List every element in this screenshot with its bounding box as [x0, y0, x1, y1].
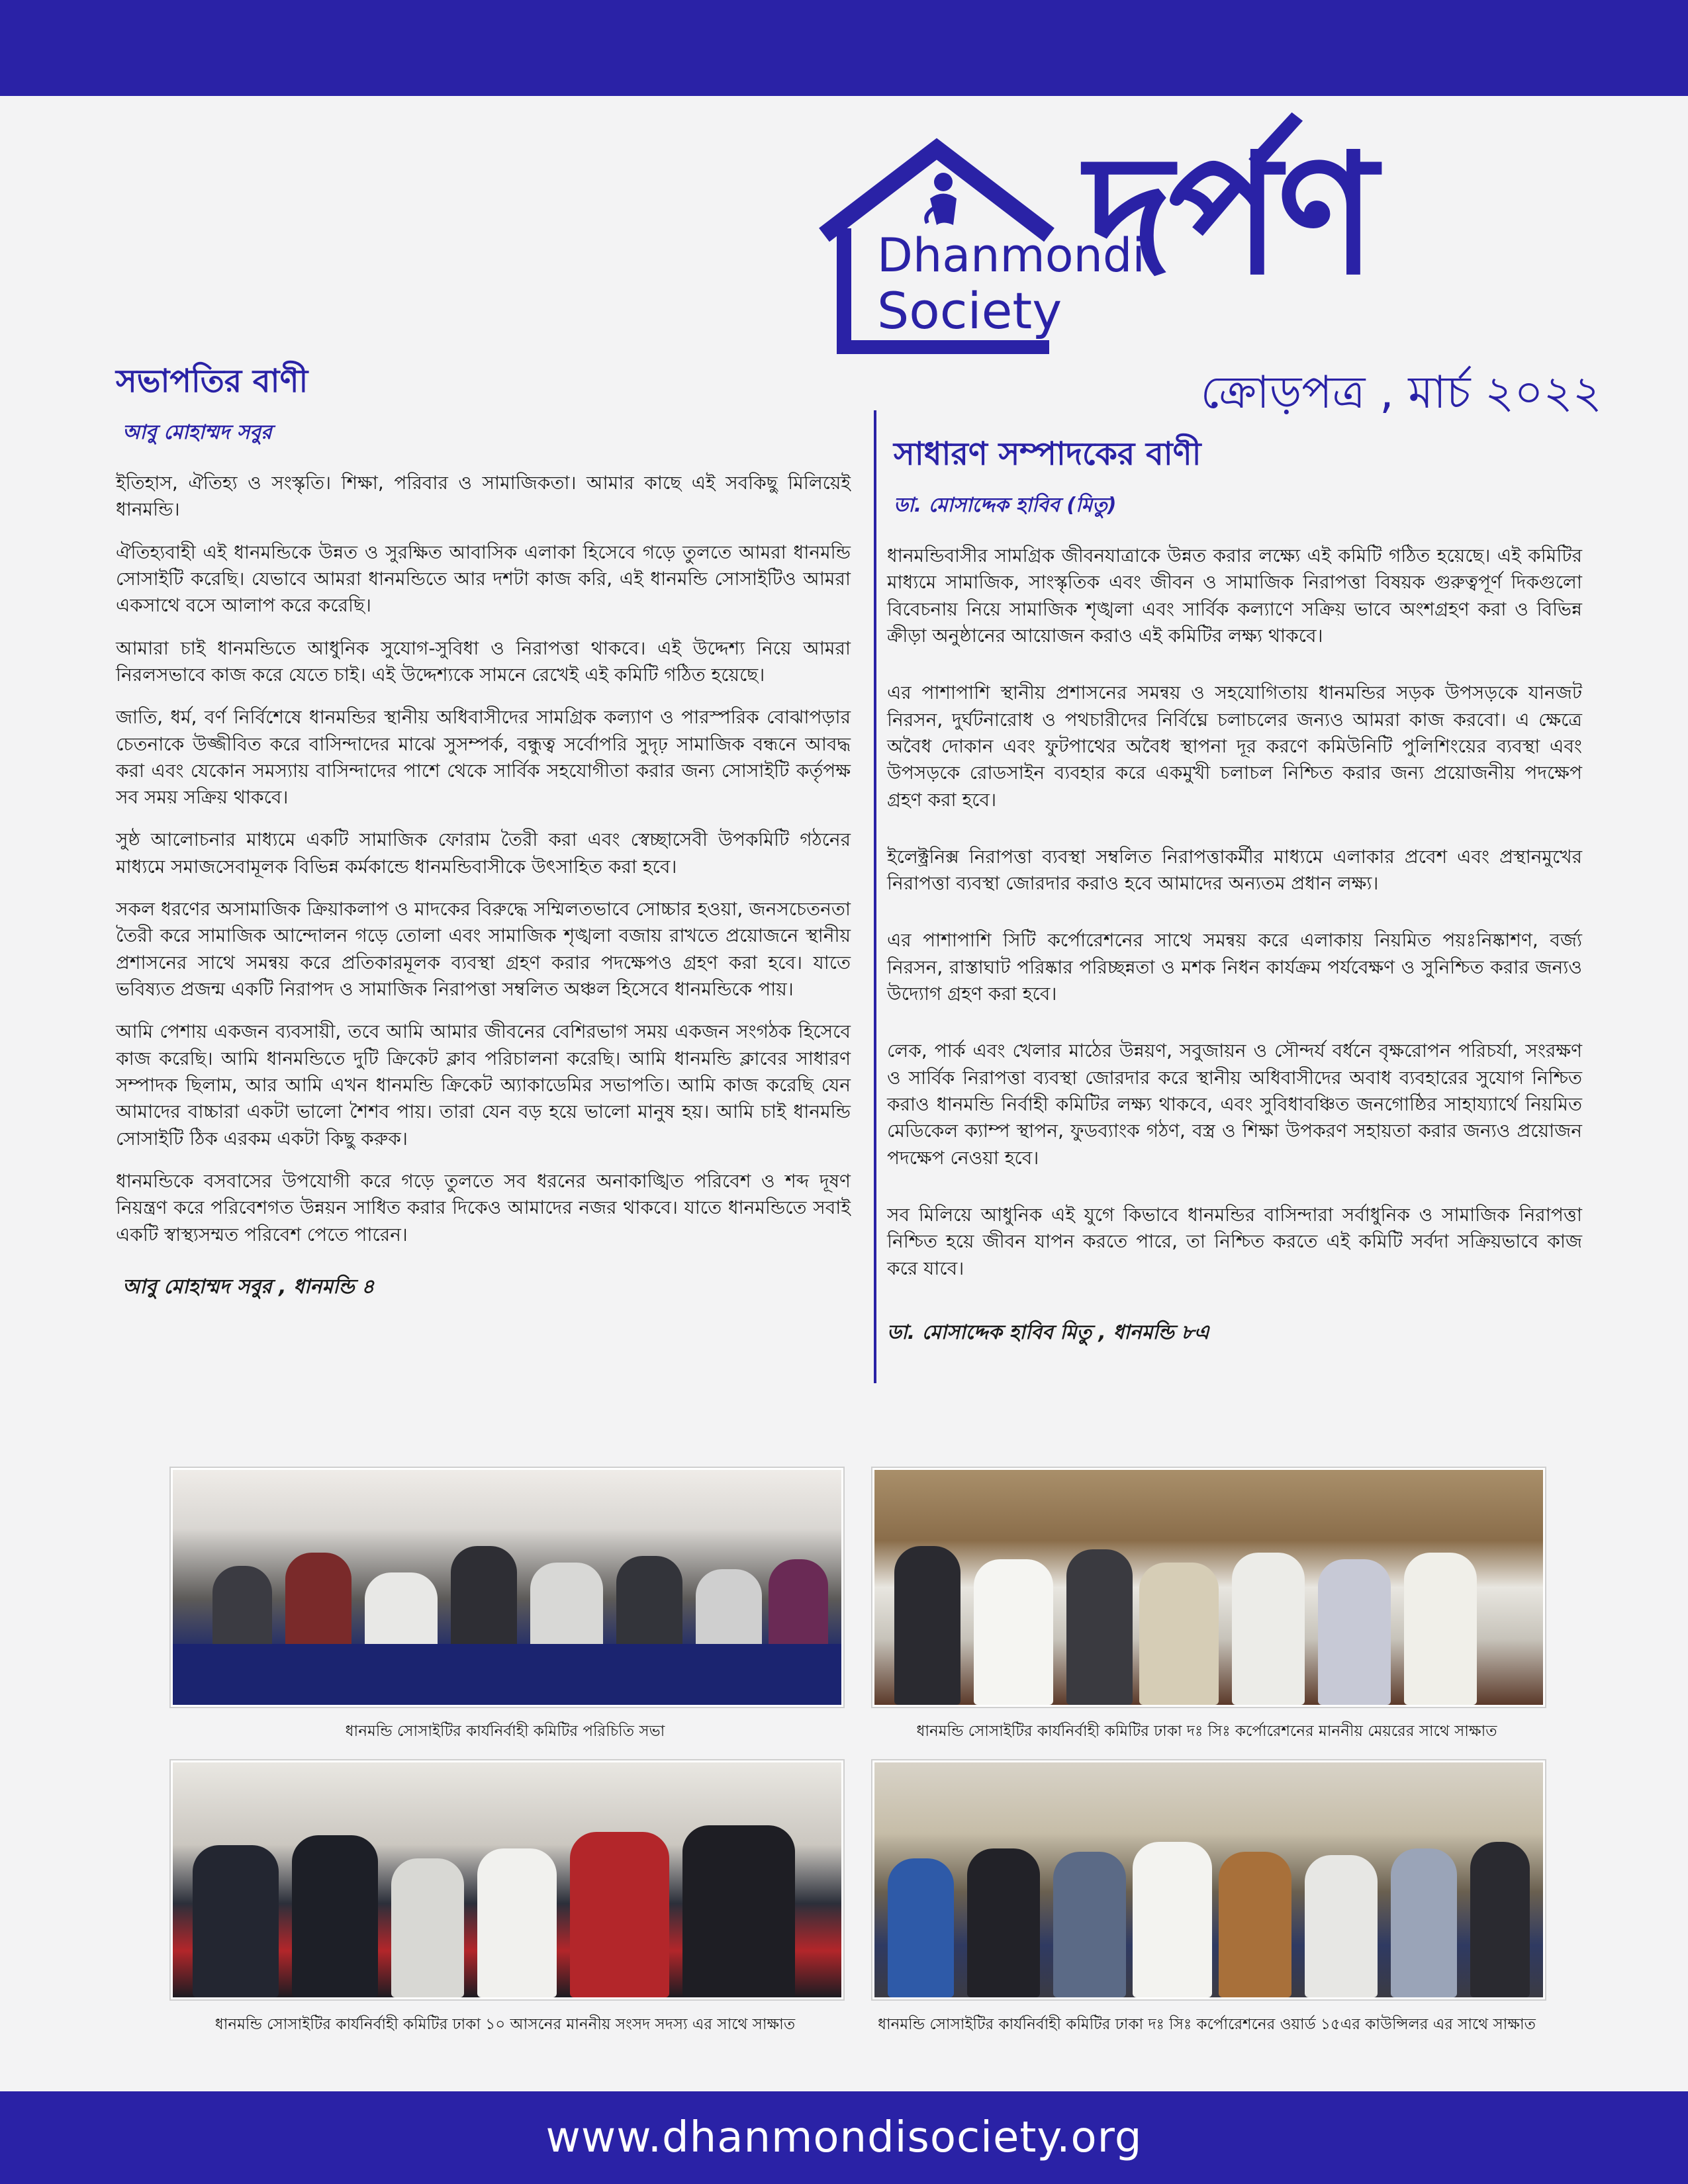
paragraph: ইলেক্ট্রনিক্স নিরাপত্তা ব্যবস্থা সম্বলিত নিরাপত্তাকর্মীর মাধ্যমে এলাকার প্রবেশ এবং প্রস্থানমুখের নিরাপত্তা ব্যবস্থা জোরদার করাও হবে আমাদের অন্যতম প্রধান লক্ষ্য।: [887, 845, 1582, 895]
paragraph: জাতি, ধর্ম, বর্ণ নির্বিশেষে ধানমন্ডির স্থানীয় অধিবাসীদের সামগ্রিক কল্যাণ ও পারস্পরিক বোঝাপড়ার চেতনাকে উজ্জীবিত করে বাসিন্দাদের মাঝে সুসম্পর্ক, বন্ধুত্ব সর্বোপরি সুদৃঢ় সামাজিক বন্ধনে আবদ্ধ করা এবং যেকোন সমস্যায় বাসিন্দাদের পাশে থেকে সার্বিক সহযোগীতা করার জন্য সোসাইটি কর্তৃপক্ষ সব সময় সক্রিয় থাকবে।: [116, 706, 851, 809]
photo-committee-meeting: [171, 1468, 843, 1707]
president-name: আবু মোহাম্মদ সবুর: [122, 421, 272, 444]
paragraph: এর পাশাপাশি স্থানীয় প্রশাসনের সমন্বয় ও সহযোগিতায় ধানমন্ডির সড়ক উপসড়কে যানজট নিরসন, দুর্ঘটনারোধ ও পথচারীদের নির্বিঘ্নে চলাচলের জন্যও আমরা কাজ করবো। এ ক্ষেত্রে অবৈধ দোকান এবং ফুটপাথের অবৈধ স্থাপনা দূর করণে কমিউনিটি পুলিশিংয়ের ব্যবস্থা এবং উপসড়কে রোডসাইন ব্যবহার করে একমুখী চলাচল নিশ্চিত করার জন্য প্রয়োজনীয় পদক্ষেপ গ্রহণ করা হবে।: [887, 682, 1582, 811]
paragraph: সব মিলিয়ে আধুনিক এই যুগে কিভাবে ধানমন্ডির বাসিন্দারা সর্বাধুনিক ও সামাজিক নিরাপত্তা নিশ্চিত হয়ে জীবন যাপন করতে পারে, তা নিশ্চিত করতে এই কমিটি সর্বদা সক্রিয়ভাবে কাজ করে যাবে।: [887, 1203, 1582, 1279]
paragraph: ইতিহাস, ঐতিহ্য ও সংস্কৃতি। শিক্ষা, পরিবার ও সামাজিকতা। আমার কাছে এই সবকিছু মিলিয়েই ধানমন্ডি।: [116, 472, 851, 521]
paragraph: ধানমন্ডিকে বসবাসের উপযোগী করে গড়ে তুলতে সব ধরনের অনাকাঙ্খিত পরিবেশ ও শব্দ দূষণ নিয়ন্ত্রণ করে পরিবেশগত উন্নয়ন সাধিত করার দিকেও আমাদের নজর থাকবে। যাতে ধানমন্ডিতে সবাই একটি স্বাস্থ্যসম্মত পরিবেশ পেতে পারেন।: [116, 1169, 851, 1246]
president-message-title: সভাপতির বাণী: [116, 363, 308, 400]
photo-councillor-meeting: [872, 1760, 1545, 1999]
issue-date: ক্রোড়পত্র , মার্চ ২০২২: [1200, 367, 1602, 419]
paragraph: এর পাশাপাশি সিটি কর্পোরেশনের সাথে সমন্বয় করে এলাকায় নিয়মিত পয়ঃনিষ্কাশণ, বর্জ্য নিরসন, রাস্তাঘাট পরিষ্কার পরিচ্ছন্নতা ও মশক নিধন কার্যক্রম পর্যবেক্ষণ ও সুনিশ্চিত করার জন্যও উদ্যোগ গ্রহণ করা হবে।: [887, 929, 1582, 1005]
logo-text-society: Society: [877, 281, 1062, 340]
photo-caption: ধানমন্ডি সোসাইটির কার্যনির্বাহী কমিটির পরিচিতি সভা: [345, 1723, 665, 1740]
paragraph: লেক, পার্ক এবং খেলার মাঠের উন্নয়ণ, সবুজায়ন ও সৌন্দর্য বর্ধনে বৃক্ষরোপন পরিচর্যা, সংরক্ষণ ও সার্বিক নিরাপত্তা ব্যবস্থা জোরদার করে স্থানীয় অধিবাসীদের অবাধ ব্যবহারের সুযোগ নিশ্চিত করাও ধানমন্ডি নির্বাহী কমিটির লক্ষ্য থাকবে, এবং সুবিধাবঞ্চিত জনগোষ্ঠির সাহায্যার্থে নিয়মিত মেডিকেল ক্যাম্প স্থাপন, ফুডব্যাংক গঠণ, বস্ত্র ও শিক্ষা উপকরণ সহায়তা করার জন্যও প্রয়োজন পদক্ষেপ নেওয়া হবে।: [887, 1040, 1582, 1169]
photo-caption: ধানমন্ডি সোসাইটির কার্যনির্বাহী কমিটির ঢাকা দঃ সিঃ কর্পোরেশনের ওয়ার্ড ১৫এর কাউন্সিলর এর সাথে সাক্ষাত: [878, 2016, 1536, 2033]
secretary-name: ডা. মোসাদ্দেক হাবিব (মিতু): [894, 494, 1117, 517]
dhanmondi-society-logo: [811, 136, 1145, 354]
paragraph: আমি পেশায় একজন ব্যবসায়ী, তবে আমি আমার জীবনের বেশিরভাগ সময় একজন সংগঠক হিসেবে কাজ করেছি। আমি ধানমন্ডিতে দুটি ক্রিকেট ক্লাব পরিচালনা করেছি। আমি ধানমন্ডি ক্লাবের সাধারণ সম্পাদক ছিলাম, আর আমি এখন ধানমন্ডি ক্রিকেট অ্যাকাডেমির সভাপতি। আমি কাজ করেছি যেন আমাদের বাচ্চারা একটা ভালো শৈশব পায়। তারা যেন বড় হয়ে ভালো মানুষ হয়। আমি চাই ধানমন্ডি সোসাইটি ঠিক এরকম একটা কিছু করুক।: [116, 1021, 851, 1150]
masthead-title: দর্পণ: [1086, 118, 1374, 311]
paragraph: ঐতিহ্যবাহী এই ধানমন্ডিকে উন্নত ও সুরক্ষিত আবাসিক এলাকা হিসেবে গড়ে তুলতে আমরা ধানমন্ডি সোসাইটি করেছি। যেভাবে আমরা ধানমন্ডিতে আর দশটা কাজ করি, এই ধানমন্ডি সোসাইটিও আমরা একসাথে বসে আলাপ করে করেছি।: [116, 541, 851, 617]
top-banner: [0, 0, 1688, 96]
logo-text-dhanmondi: Dhanmondi: [877, 228, 1145, 283]
secretary-signature: ডা. মোসাদ্দেক হাবিব মিতু , ধানমন্ডি ৮এ: [887, 1320, 1209, 1344]
photo-caption: ধানমন্ডি সোসাইটির কার্যনির্বাহী কমিটির ঢাকা ১০ আসনের মাননীয় সংসদ সদস্য এর সাথে সাক্ষাত: [214, 2016, 796, 2033]
paragraph: সুষ্ঠ আলোচনার মাধ্যমে একটি সামাজিক ফোরাম তৈরী করা এবং স্বেচ্ছাসেবী উপকমিটি গঠনের মাধ্যমে সমাজসেবামূলক বিভিন্ন কর্মকান্ডে ধানমন্ডিবাসীকে উৎসাহিত করা হবে।: [116, 829, 851, 878]
president-signature: আবু মোহাম্মদ সবুর , ধানমন্ডি ৪: [122, 1275, 375, 1298]
secretary-message-title: সাধারণ সম্পাদকের বাণী: [894, 435, 1201, 473]
photo-mp-meeting: [171, 1760, 843, 1999]
secretary-message: [887, 430, 1582, 1350]
website-url: www.dhanmondisociety.org: [545, 2113, 1143, 2162]
column-divider: [874, 410, 876, 1383]
bottom-banner: [0, 2091, 1688, 2184]
photo-mayor-meeting: [872, 1468, 1545, 1707]
paragraph: আমারা চাই ধানমন্ডিতে আধুনিক সুযোগ-সুবিধা ও নিরাপত্তা থাকবে। এই উদ্দেশ্য নিয়ে আমরা নিরলসভাবে কাজ করে যেতে চাই। এই উদ্দেশ্যকে সামনে রেখেই এই কমিটি গঠিত হয়েছে।: [116, 637, 851, 686]
paragraph: সকল ধরণের অসামাজিক ক্রিয়াকলাপ ও মাদকের বিরুদ্ধে সম্মিলতভাবে সোচ্চার হওয়া, জনসচেতনতা তৈরী করে সামাজিক আন্দোলন গড়ে তোলা এবং সামাজিক শৃঙ্খলা বজায় রাখতে প্রয়োজনে স্থানীয় প্রশাসনের সাথে সমন্বয় করে প্রতিকারমূলক ব্যবস্থা গ্রহণ করার পদক্ষেপও গ্রহণ করা হবে। যাতে ভবিষ্যত প্রজন্ম একটি নিরাপদ ও সামাজিক নিরাপত্তা সম্বলিত অঞ্চল হিসেবে ধানমন্ডিকে পায়।: [116, 898, 851, 1000]
paragraph: ধানমন্ডিবাসীর সামগ্রিক জীবনযাত্রাকে উন্নত করার লক্ষ্যে এই কমিটি গঠিত হয়েছে। এই কমিটির মাধ্যমে সামাজিক, সাংস্কৃতিক এবং জীবন ও সামাজিক নিরাপত্তা বিষয়ক গুরুত্বপূর্ণ দিকগুলো বিবেচনায় নিয়ে সামাজিক শৃঙ্খলা এবং সার্বিক কল্যাণে সক্রিয় ভাবে অংশগ্রহণ করা ও বিভিন্ন ক্রীড়া অনুষ্ঠানের আয়োজন করাও এই কমিটির লক্ষ্য থাকবে।: [887, 545, 1582, 647]
president-message: [116, 357, 851, 1304]
photo-caption: ধানমন্ডি সোসাইটির কার্যনির্বাহী কমিটির ঢাকা দঃ সিঃ কর্পোরেশনের মাননীয় মেয়রের সাথে সাক্ষাত: [916, 1723, 1497, 1740]
